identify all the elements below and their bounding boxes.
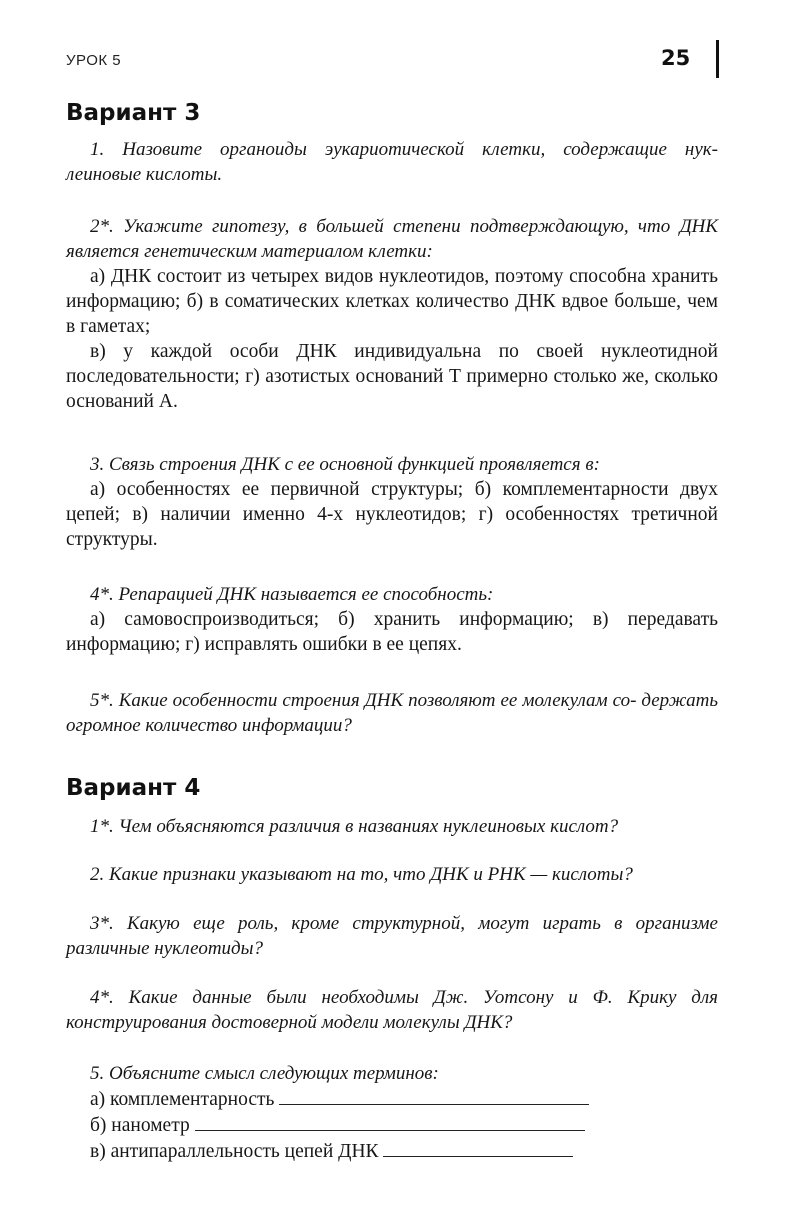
question-text: 1*. Чем объясняются различия в названиях нуклеиновых кислот? bbox=[90, 816, 619, 837]
variant-4-question-1 bbox=[66, 814, 718, 839]
answer-blank bbox=[383, 1138, 573, 1157]
question-text: 4*. Репарацией ДНК называется ее способность: bbox=[90, 584, 494, 605]
answer-blank bbox=[195, 1112, 585, 1131]
question-text: 3. Связь строения ДНК с ее основной функцией проявляется в: bbox=[90, 454, 600, 475]
term-label: в) антипараллельность цепей ДНК bbox=[90, 1141, 379, 1162]
question-text: 2*. Укажите гипотезу, в большей степени подтверждающую, что ДНК является генетическим материалом клетки: bbox=[66, 216, 718, 262]
term-label: б) нанометр bbox=[90, 1115, 190, 1136]
variant-3-question-3 bbox=[66, 452, 718, 552]
variant-3-title-block bbox=[66, 100, 718, 134]
variant-3-question-2 bbox=[66, 214, 718, 414]
question-text: 2. Какие признаки указывают на то, что ДНК и РНК — кислоты? bbox=[90, 864, 633, 885]
term-line bbox=[66, 1112, 718, 1138]
answer-options: в) у каждой особи ДНК индивидуальна по своей нуклеотидной последовательности; г) азотистых оснований Т примерно столько же, сколько оснований А. bbox=[66, 341, 718, 412]
variant-4-title-block bbox=[66, 775, 718, 809]
answer-blank bbox=[279, 1086, 589, 1105]
variant-4-question-3 bbox=[66, 911, 718, 961]
variant-4-title: Вариант 4 bbox=[66, 775, 201, 801]
variant-3-title: Вариант 3 bbox=[66, 100, 201, 126]
question-text: 5. Объясните смысл следующих терминов: bbox=[90, 1063, 439, 1084]
answer-options: а) самовоспроизводиться; б) хранить информацию; в) передавать информацию; г) исправлять ошибки в ее цепях. bbox=[66, 609, 718, 655]
variant-4-question-5 bbox=[66, 1061, 718, 1164]
term-line bbox=[66, 1138, 718, 1164]
question-text: 5*. Какие особенности строения ДНК позволяют ее молекулам со- держать огромное количество информации? bbox=[66, 690, 718, 736]
term-line bbox=[66, 1086, 718, 1112]
answer-options: а) ДНК состоит из четырех видов нуклеотидов, поэтому способна хранить информацию; б) в соматических клетках количество ДНК вдвое больше, чем в гаметах; bbox=[66, 266, 718, 337]
running-head: УРОК 5 bbox=[66, 52, 122, 69]
page-number-rule bbox=[716, 40, 719, 78]
variant-3-question-5 bbox=[66, 688, 718, 738]
term-label: а) комплементарность bbox=[90, 1089, 275, 1110]
page-number: 25 bbox=[661, 46, 691, 70]
question-text: 3*. Какую еще роль, кроме структурной, могут играть в организме различные нуклеотиды? bbox=[66, 913, 718, 959]
variant-4-question-2 bbox=[66, 862, 718, 887]
answer-options: а) особенностях ее первичной структуры; б) комплементарности двух цепей; в) наличии именно 4-х нуклеотидов; г) особенностях третичной структуры. bbox=[66, 479, 718, 550]
question-text: 4*. Какие данные были необходимы Дж. Уотсону и Ф. Крику для конструирования достоверной модели молекулы ДНК? bbox=[66, 987, 718, 1033]
question-text: 1. Назовите органоиды эукариотической клетки, содержащие нук- леиновые кислоты. bbox=[66, 139, 718, 185]
variant-3-question-4 bbox=[66, 582, 718, 657]
variant-4-question-4 bbox=[66, 985, 718, 1035]
variant-3-question-1 bbox=[66, 137, 718, 187]
